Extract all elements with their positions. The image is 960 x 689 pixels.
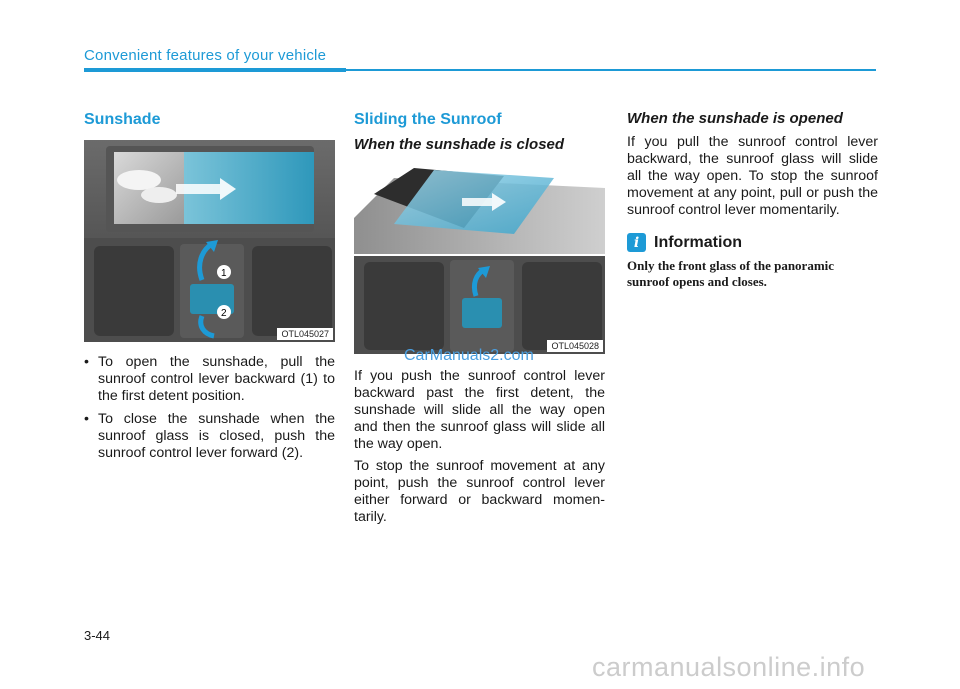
subheading-sunshade-opened: When the sunshade is opened: [627, 110, 843, 127]
information-text: Only the front glass of the panoramic sunroof opens and closes.: [627, 258, 835, 289]
section-header-title: Convenient features of your vehicle: [84, 47, 327, 64]
info-icon: i: [627, 233, 646, 252]
list-item: • To open the sunshade, pull the sunroof control lever backward (1) to the first detent position.: [84, 354, 335, 405]
figure-code: OTL045027: [277, 328, 333, 340]
paragraph: If you pull the sunroof control lever backward, the sunroof glass will slide all the way open. To stop the sunroof movement at any point, pull or push the sunroof control lever momentarily.: [627, 134, 878, 218]
figure-code: OTL045028: [547, 340, 603, 352]
footer-watermark: carmanualsonline.info: [592, 652, 866, 682]
information-title: Information: [654, 233, 742, 251]
page-number: 3-44: [84, 628, 111, 643]
column-sunshade-opened: [627, 108, 878, 290]
list-item: • To close the sunshade when the sunroof glass is closed, push the sunroof control lever forward (2).: [84, 411, 335, 462]
callout-1: 1: [221, 268, 227, 279]
figure-sunshade-illustration: [84, 140, 335, 342]
watermark-carmanuals2: CarManuals2.com: [404, 347, 534, 364]
heading-sliding-sunroof: Sliding the Sunroof: [354, 111, 502, 128]
header-rule-thick: [84, 68, 346, 72]
column-sliding-sunroof: [354, 108, 605, 526]
paragraph: To stop the sunroof movement at any point, push the sunroof control lever either forward or backward momen-tarily.: [354, 458, 605, 525]
sunroof-illustration: [354, 158, 605, 354]
header-rule-thin: [346, 69, 876, 71]
paragraph: If you push the sunroof control lever backward past the first detent, the sunshade will slide all the way open and then the sunroof glass will slide all the way open.: [354, 368, 605, 452]
column-sunshade: [84, 108, 335, 468]
figure-sunroof-illustration: [354, 158, 605, 354]
sunshade-bullet-list: [84, 354, 335, 462]
subheading-sunshade-closed: When the sunshade is closed: [354, 136, 565, 153]
heading-sunshade: Sunshade: [84, 111, 161, 128]
sunshade-illustration: [84, 140, 335, 342]
callout-2: 2: [221, 308, 227, 319]
information-header: [627, 233, 878, 252]
